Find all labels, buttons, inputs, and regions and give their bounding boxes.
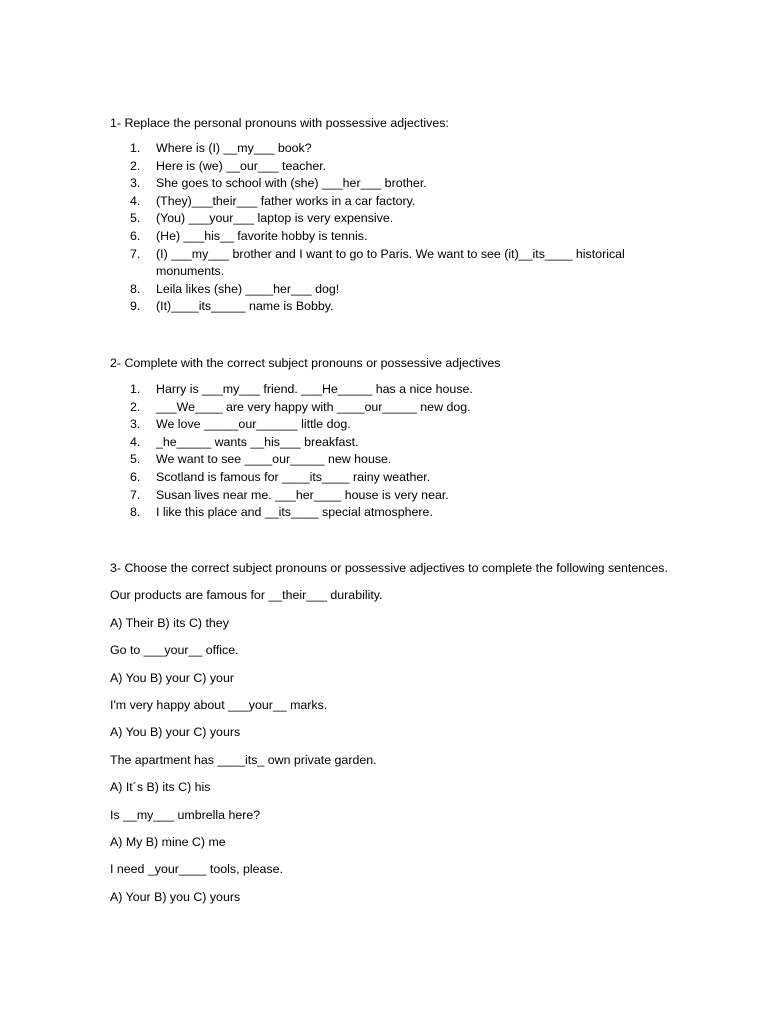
item-number: 7. [130,246,141,261]
item-number: 3. [130,176,141,191]
item-number: 4. [130,434,141,449]
item-text: (They)___their___ father works in a car factory. [156,193,416,208]
section-1 [110,114,670,316]
answer-options: A) You B) your C) yours [110,725,241,740]
item-number: 1. [130,141,141,155]
item-number: 5. [130,211,141,226]
list-item [110,451,670,469]
section-2-heading: 2- Complete with the correct subject pronouns or possessive adjectives [110,356,501,370]
item-number: 9. [130,299,141,314]
list-item [110,298,670,316]
item-number: 6. [130,469,141,484]
question-sentence: Is __my___ umbrella here? [110,807,261,822]
item-text: Here is (we) __our___ teacher. [156,158,327,173]
item-text: ___We____ are very happy with ____our_____ new dog. [156,399,471,414]
item-text: Susan lives near me. ___her____ house is very near. [156,487,449,502]
item-text: Leila likes (she) ____her___ dog! [156,281,340,296]
item-number: 2. [130,158,141,173]
answer-options: A) My B) mine C) me [110,834,226,849]
list-item [110,381,670,399]
item-text: (He) ___his__ favorite hobby is tennis. [156,228,368,243]
item-number: 8. [130,281,141,296]
question-sentence: Go to ___your__ office. [110,643,239,658]
list-item [110,487,670,505]
list-item [110,469,670,487]
item-text: (It)____its_____ name is Bobby. [156,299,334,314]
list-item [110,175,670,193]
question-sentence: The apartment has ____its_ own private garden. [110,752,377,767]
item-text: Harry is ___my___ friend. ___He_____ has a nice house. [156,382,473,396]
list-item [110,246,670,281]
item-text: Where is (I) __my___ book? [156,141,312,155]
item-text: _he_____ wants __his___ breakfast. [156,434,359,449]
list-item [110,416,670,434]
item-text: (You) ___your___ laptop is very expensive. [156,211,394,226]
section-1-heading: 1- Replace the personal pronouns with possessive adjectives: [110,116,449,130]
item-number: 4. [130,193,141,208]
list-item [110,193,670,211]
item-number: 6. [130,228,141,243]
list-item [110,140,670,158]
section-2 [110,354,670,522]
item-text: She goes to school with (she) ___her___ brother. [156,176,427,191]
section-1-list [110,140,670,316]
item-text: I like this place and __its____ special atmosphere. [156,505,433,520]
section-2-list [110,381,670,522]
item-text: We love _____our______ little dog. [156,417,351,432]
item-text: Scotland is famous for ____its____ rainy weather. [156,469,431,484]
item-number: 3. [130,417,141,432]
item-number: 7. [130,487,141,502]
item-number: 5. [130,452,141,467]
question-sentence: I need _your____ tools, please. [110,862,283,877]
section-3-heading: 3- Choose the correct subject pronouns or possessive adjectives to complete the following sentences. [110,561,668,575]
question-sentence: Our products are famous for __their___ durability. [110,588,383,603]
list-item [110,434,670,452]
answer-options: A) Your B) you C) yours [110,889,241,904]
answer-options: A) It´s B) its C) his [110,780,211,795]
item-number: 2. [130,399,141,414]
answer-options: A) You B) your C) your [110,670,234,685]
item-text: We want to see ____our_____ new house. [156,452,392,467]
list-item [110,210,670,228]
item-number: 8. [130,505,141,520]
list-item [110,504,670,522]
list-item [110,281,670,299]
answer-options: A) Their B) its C) they [110,615,229,630]
list-item [110,228,670,246]
question-sentence: I'm very happy about ___your__ marks. [110,697,328,712]
list-item [110,158,670,176]
list-item [110,399,670,417]
item-number: 1. [130,382,141,396]
section-3 [110,559,670,906]
item-text: (I) ___my___ brother and I want to go to Paris. We want to see (it)__its____ historical monuments. [156,246,625,279]
